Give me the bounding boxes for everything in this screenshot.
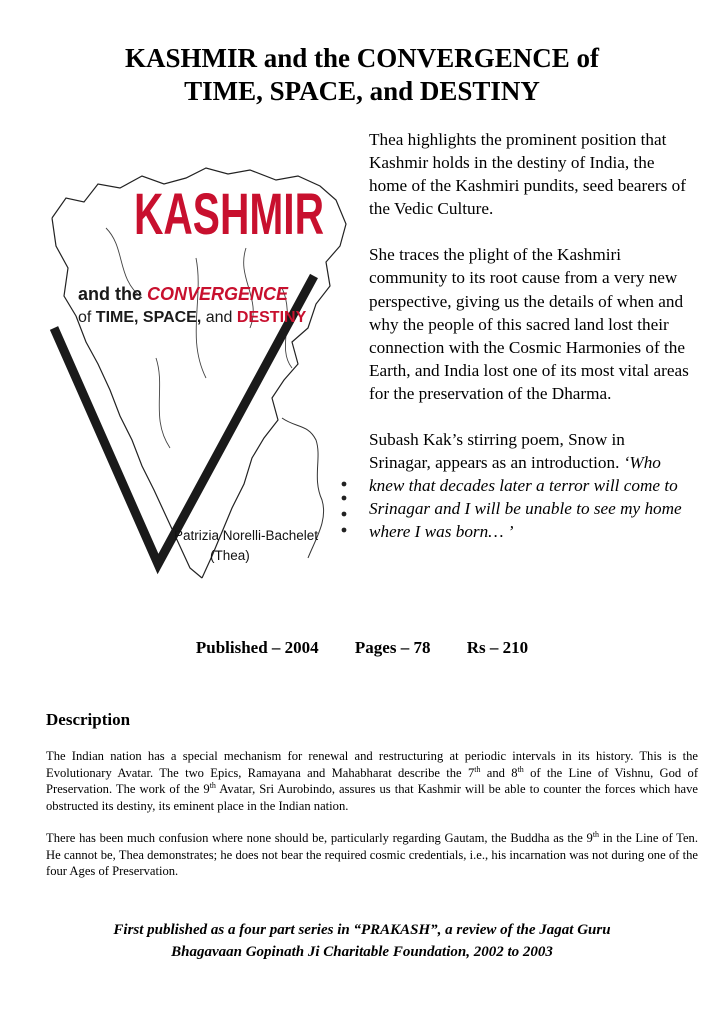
- cover-dot: [342, 528, 347, 533]
- desc-p1-c: of the Line of Vishnu, God of Preservation. The work of the 9: [46, 765, 699, 796]
- desc-p2-b: in the Line of Ten. He cannot be, Thea demonstrates; he does not bear the required cosmic credentials, i.e., his incarnation was not during one of the four Ages of Preservation.: [46, 831, 698, 878]
- desc-p1-sup1: th: [474, 764, 481, 774]
- desc-p2-a: There has been much confusion where none should be, particularly regarding Gautam, the Buddha as the 9: [46, 831, 593, 845]
- publication-note-line-1: First published as a four part series in “PRAKASH”, a review of the Jagat Guru: [113, 922, 611, 938]
- summary-poem-intro: Subash Kak’s stirring poem, Snow in Srinagar, appears as an introduction.: [369, 430, 625, 473]
- cover-subtitle-2-mid: and: [201, 309, 237, 326]
- page-title-line-2: TIME, SPACE, and DESTINY: [184, 76, 540, 106]
- price: Rs – 210: [466, 638, 529, 657]
- cover-subtitle-1-accent: CONVERGENCE: [147, 284, 289, 304]
- cover-subtitle-1-prefix: and the: [78, 284, 148, 304]
- cover-author-alias: (Thea): [210, 548, 250, 563]
- summary-paragraph-3: [369, 428, 689, 543]
- desc-p1-a: The Indian nation has a special mechanism for renewal and restructuring at periodic intervals in its history. This is the Evolutionary Avatar. The two Epics, Ramayana and Mahabharat describe the 7: [46, 749, 698, 780]
- cover-author: Patrizia Norelli-Bachelet: [174, 528, 319, 543]
- description-body: [46, 748, 698, 896]
- summary-paragraph-2: She traces the plight of the Kashmiri community to its root cause from a very new perspective, giving us the details of when and why the people of this sacred land lost their connection with the Cosmic Harmonies of the Earth, and India lost one of its most vital areas for the preservation of the Dharma.: [369, 245, 689, 403]
- publication-note: [0, 919, 724, 963]
- desc-p1-sup3: th: [209, 780, 216, 790]
- cover-dot: [342, 512, 347, 517]
- publication-details: [0, 638, 724, 658]
- page-title: [0, 42, 724, 108]
- description-heading: Description: [46, 710, 131, 729]
- page-title-line-1: KASHMIR and the CONVERGENCE of: [124, 43, 600, 73]
- cover-subtitle-line-1: [78, 284, 289, 304]
- summary-poem-quote: ‘Who knew that decades later a terror will come to Srinagar and I will be unable to see my home where I was born… ’: [369, 453, 682, 542]
- book-summary: [369, 128, 689, 544]
- cover-dot: [342, 482, 347, 487]
- published-year: Published – 2004: [195, 638, 319, 657]
- book-cover-image: [46, 128, 350, 590]
- desc-p1-sup2: th: [517, 764, 524, 774]
- publication-note-line-2: Bhagavaan Gopinath Ji Charitable Foundation, 2002 to 2003: [171, 944, 553, 960]
- description-paragraph-1: [46, 748, 698, 814]
- cover-artwork: [46, 128, 350, 590]
- cover-subtitle-line-2: [78, 309, 307, 326]
- cover-dot: [342, 496, 347, 501]
- cover-subtitle-2-prefix: of: [78, 309, 96, 326]
- cover-title: KASHMIR: [134, 182, 324, 247]
- page-count: Pages – 78: [354, 638, 431, 657]
- desc-p2-sup: th: [592, 829, 600, 839]
- desc-p1-d: Avatar, Sri Aurobindo, assures us that Kashmir will be able to counter the forces which have obstructed its destiny, its eminent place in the Indian nation.: [46, 782, 698, 813]
- cover-subtitle-2-end: DESTINY: [236, 309, 307, 326]
- desc-p1-b: and 8: [480, 765, 518, 780]
- cover-subtitle-2-accent: TIME, SPACE,: [95, 309, 202, 326]
- description-paragraph-2: [46, 830, 698, 880]
- summary-paragraph-1: Thea highlights the prominent position that Kashmir holds in the destiny of India, the home of the Kashmiri pundits, seed bearers of the Vedic Culture.: [369, 130, 686, 219]
